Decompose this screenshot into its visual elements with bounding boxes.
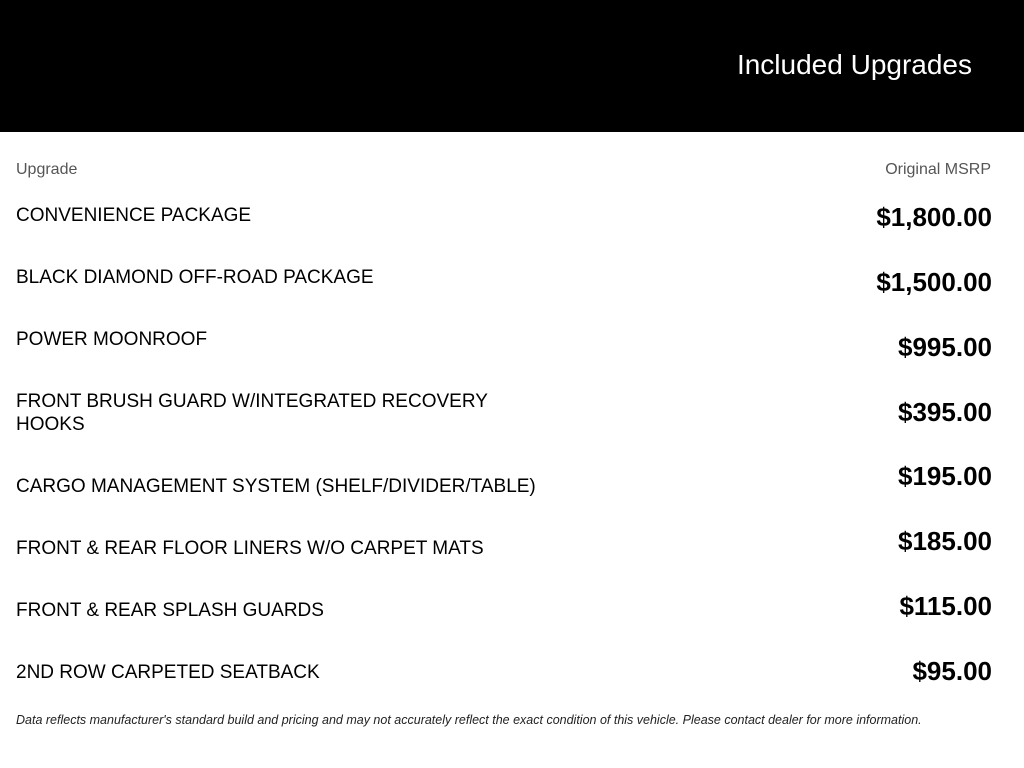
upgrade-price: $995.00 <box>898 332 992 362</box>
list-item <box>0 328 1024 388</box>
upgrade-price: $95.00 <box>912 656 992 686</box>
upgrade-price: $195.00 <box>898 461 992 491</box>
list-item <box>0 266 1024 326</box>
column-header-upgrade: Upgrade <box>16 161 78 178</box>
upgrade-price: $395.00 <box>898 397 992 427</box>
column-header-msrp: Original MSRP <box>885 161 991 178</box>
upgrade-name: FRONT & REAR FLOOR LINERS W/O CARPET MATS <box>16 538 484 559</box>
upgrade-name: POWER MOONROOF <box>16 329 208 350</box>
upgrade-name: CARGO MANAGEMENT SYSTEM (SHELF/DIVIDER/TABLE) <box>16 476 536 497</box>
list-item <box>0 461 1024 535</box>
upgrade-name: 2ND ROW CARPETED SEATBACK <box>16 662 320 683</box>
upgrade-price: $1,500.00 <box>876 267 992 297</box>
upgrade-name: FRONT BRUSH GUARD W/INTEGRATED RECOVERY HOOKS <box>16 391 488 435</box>
upgrade-name: BLACK DIAMOND OFF-ROAD PACKAGE <box>16 267 374 288</box>
list-item <box>0 526 1024 597</box>
page-title: Included Upgrades <box>736 49 972 80</box>
upgrade-name: FRONT & REAR SPLASH GUARDS <box>16 600 324 621</box>
header-bar <box>0 0 1024 132</box>
list-item <box>0 591 1024 659</box>
upgrade-price: $185.00 <box>898 526 992 556</box>
upgrade-name: CONVENIENCE PACKAGE <box>16 205 252 226</box>
list-item <box>0 390 1024 450</box>
upgrade-price: $115.00 <box>899 591 992 621</box>
list-item <box>0 204 1024 264</box>
upgrade-price: $1,800.00 <box>876 202 992 232</box>
disclaimer-note: Data reflects manufacturer's standard build and pricing and may not accurately reflect the exact condition of this vehicle. Please contact dealer for more information. <box>16 713 922 727</box>
